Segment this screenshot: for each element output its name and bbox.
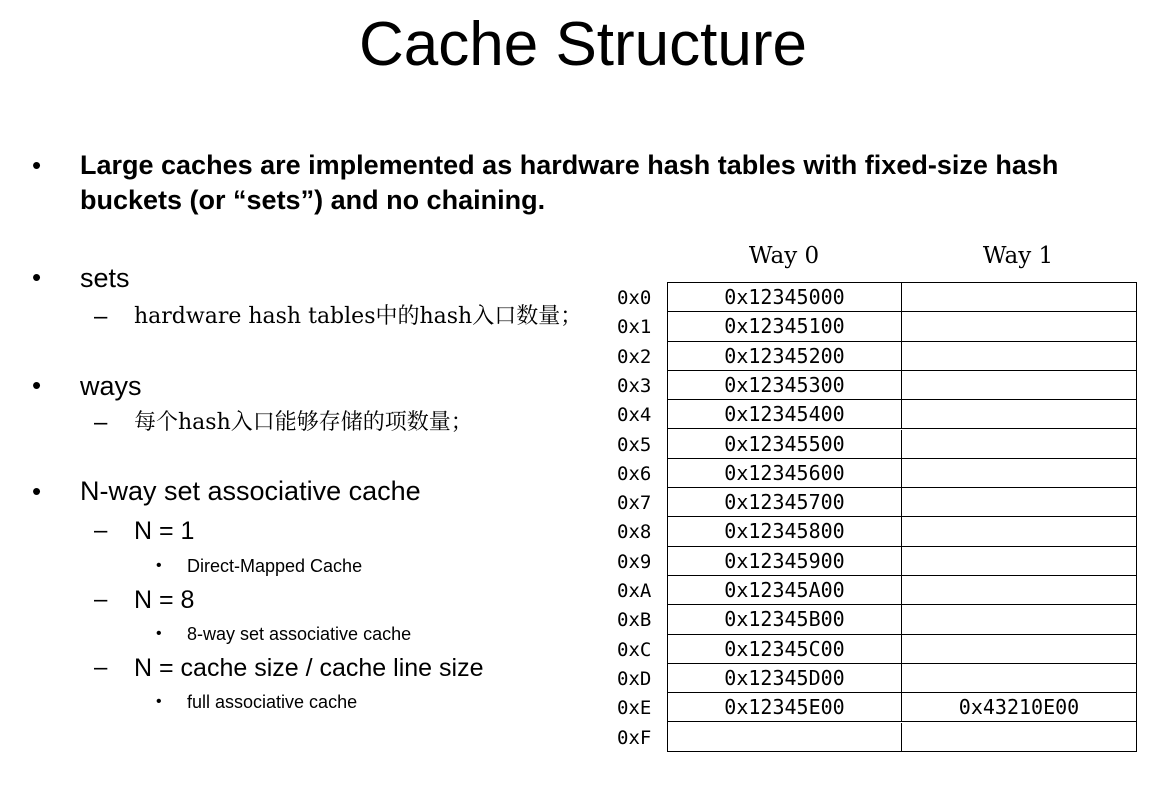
set-index-label: 0x9	[617, 550, 652, 573]
bullet-dot: •	[32, 370, 42, 400]
way-1-cell	[902, 283, 1136, 311]
way-0-cell	[668, 723, 902, 752]
slide-title: Cache Structure	[359, 10, 807, 79]
cache-set-row	[668, 283, 1136, 312]
cache-set-row	[668, 664, 1136, 693]
nway-item-note: Direct-Mapped Cache	[187, 556, 363, 576]
nway-label: N-way set associative cache	[80, 476, 421, 506]
set-index-label: 0x5	[617, 433, 652, 456]
cache-set-row	[668, 723, 1136, 752]
dash-marker: –	[94, 409, 108, 436]
cache-set-row	[668, 430, 1136, 459]
nway-item-label: N = cache size / cache line size	[134, 654, 484, 682]
way-1-cell	[902, 400, 1136, 428]
cache-set-row	[668, 459, 1136, 488]
way-0-cell: 0x12345C00	[668, 635, 902, 663]
sub-bullet-dot: •	[156, 625, 162, 642]
way-0-cell: 0x12345600	[668, 459, 902, 487]
way-0-cell: 0x12345B00	[668, 605, 902, 633]
dash-marker: –	[94, 517, 108, 544]
sub-bullet-dot: •	[156, 557, 162, 574]
cache-set-row	[668, 635, 1136, 664]
sets-label: sets	[80, 263, 130, 293]
sets-description: hardware hash tables中的hash入口数量；	[134, 304, 583, 329]
intro-text: Large caches are implemented as hardware hash tables with fixed-size hash buckets (or “sets”) and no chaining.	[80, 150, 1059, 215]
set-index-label: 0xF	[617, 726, 652, 749]
cache-set-row	[668, 400, 1136, 429]
set-index-label: 0x6	[617, 462, 652, 485]
way-1-cell	[902, 635, 1136, 663]
sub-bullet-dot: •	[156, 693, 162, 710]
way-0-cell: 0x12345200	[668, 342, 902, 370]
set-index-label: 0xE	[617, 697, 652, 720]
way-0-cell: 0x12345A00	[668, 576, 902, 604]
way-0-cell: 0x12345500	[668, 430, 902, 458]
way-0-cell: 0x12345100	[668, 312, 902, 340]
way-0-cell: 0x12345E00	[668, 693, 902, 721]
cache-set-row	[668, 342, 1136, 371]
way-0-cell: 0x12345300	[668, 371, 902, 399]
way-1-cell	[902, 430, 1136, 458]
set-index-label: 0x7	[617, 492, 652, 515]
way-0-cell: 0x12345D00	[668, 664, 902, 692]
set-index-label: 0xD	[617, 667, 652, 690]
set-index-label: 0x3	[617, 374, 652, 397]
bullet-dot: •	[32, 262, 42, 292]
way-0-cell: 0x12345900	[668, 547, 902, 575]
ways-description: 每个hash入口能够存储的项数量；	[134, 410, 473, 435]
set-index-label: 0x2	[617, 345, 652, 368]
cache-set-row	[668, 488, 1136, 517]
way-1-header: Way 1	[982, 243, 1054, 269]
way-1-cell	[902, 517, 1136, 545]
cache-set-row	[668, 312, 1136, 341]
cache-set-row	[668, 517, 1136, 546]
bullet-dot: •	[32, 476, 42, 506]
nway-item-note: 8-way set associative cache	[187, 624, 412, 644]
cache-table	[667, 282, 1137, 752]
way-0-cell: 0x12345000	[668, 283, 902, 311]
way-0-cell: 0x12345700	[668, 488, 902, 516]
way-1-cell	[902, 371, 1136, 399]
way-1-cell	[902, 488, 1136, 516]
nway-item-label: N = 1	[134, 517, 195, 545]
ways-label: ways	[80, 371, 142, 401]
dash-marker: –	[94, 303, 108, 330]
set-index-label: 0x4	[617, 404, 652, 427]
way-0-cell: 0x12345800	[668, 517, 902, 545]
nway-item-note: full associative cache	[187, 692, 358, 712]
way-1-cell	[902, 605, 1136, 633]
set-index-label: 0xC	[617, 638, 652, 661]
way-1-cell	[902, 312, 1136, 340]
way-1-cell: 0x43210E00	[958, 695, 1080, 720]
set-index-label: 0xB	[617, 609, 652, 632]
set-index-label: 0x1	[617, 316, 652, 339]
way-1-cell	[902, 459, 1136, 487]
cache-set-row	[668, 547, 1136, 576]
cache-set-row	[668, 576, 1136, 605]
way-0-header: Way 0	[748, 243, 820, 269]
set-index-label: 0xA	[617, 580, 652, 602]
cache-set-row	[668, 605, 1136, 634]
set-index-label: 0x8	[617, 521, 652, 544]
way-1-cell	[902, 664, 1136, 692]
way-0-cell: 0x12345400	[668, 400, 902, 428]
dash-marker: –	[94, 654, 108, 681]
way-1-cell	[902, 342, 1136, 370]
set-index-label: 0x0	[617, 287, 652, 309]
cache-set-row	[668, 693, 1136, 722]
way-1-cell	[902, 723, 1136, 752]
dash-marker: –	[94, 586, 108, 613]
cache-set-row	[668, 371, 1136, 400]
bullet-dot: •	[32, 150, 42, 180]
way-1-cell	[902, 576, 1136, 604]
nway-item-label: N = 8	[134, 586, 195, 614]
way-1-cell	[902, 547, 1136, 575]
